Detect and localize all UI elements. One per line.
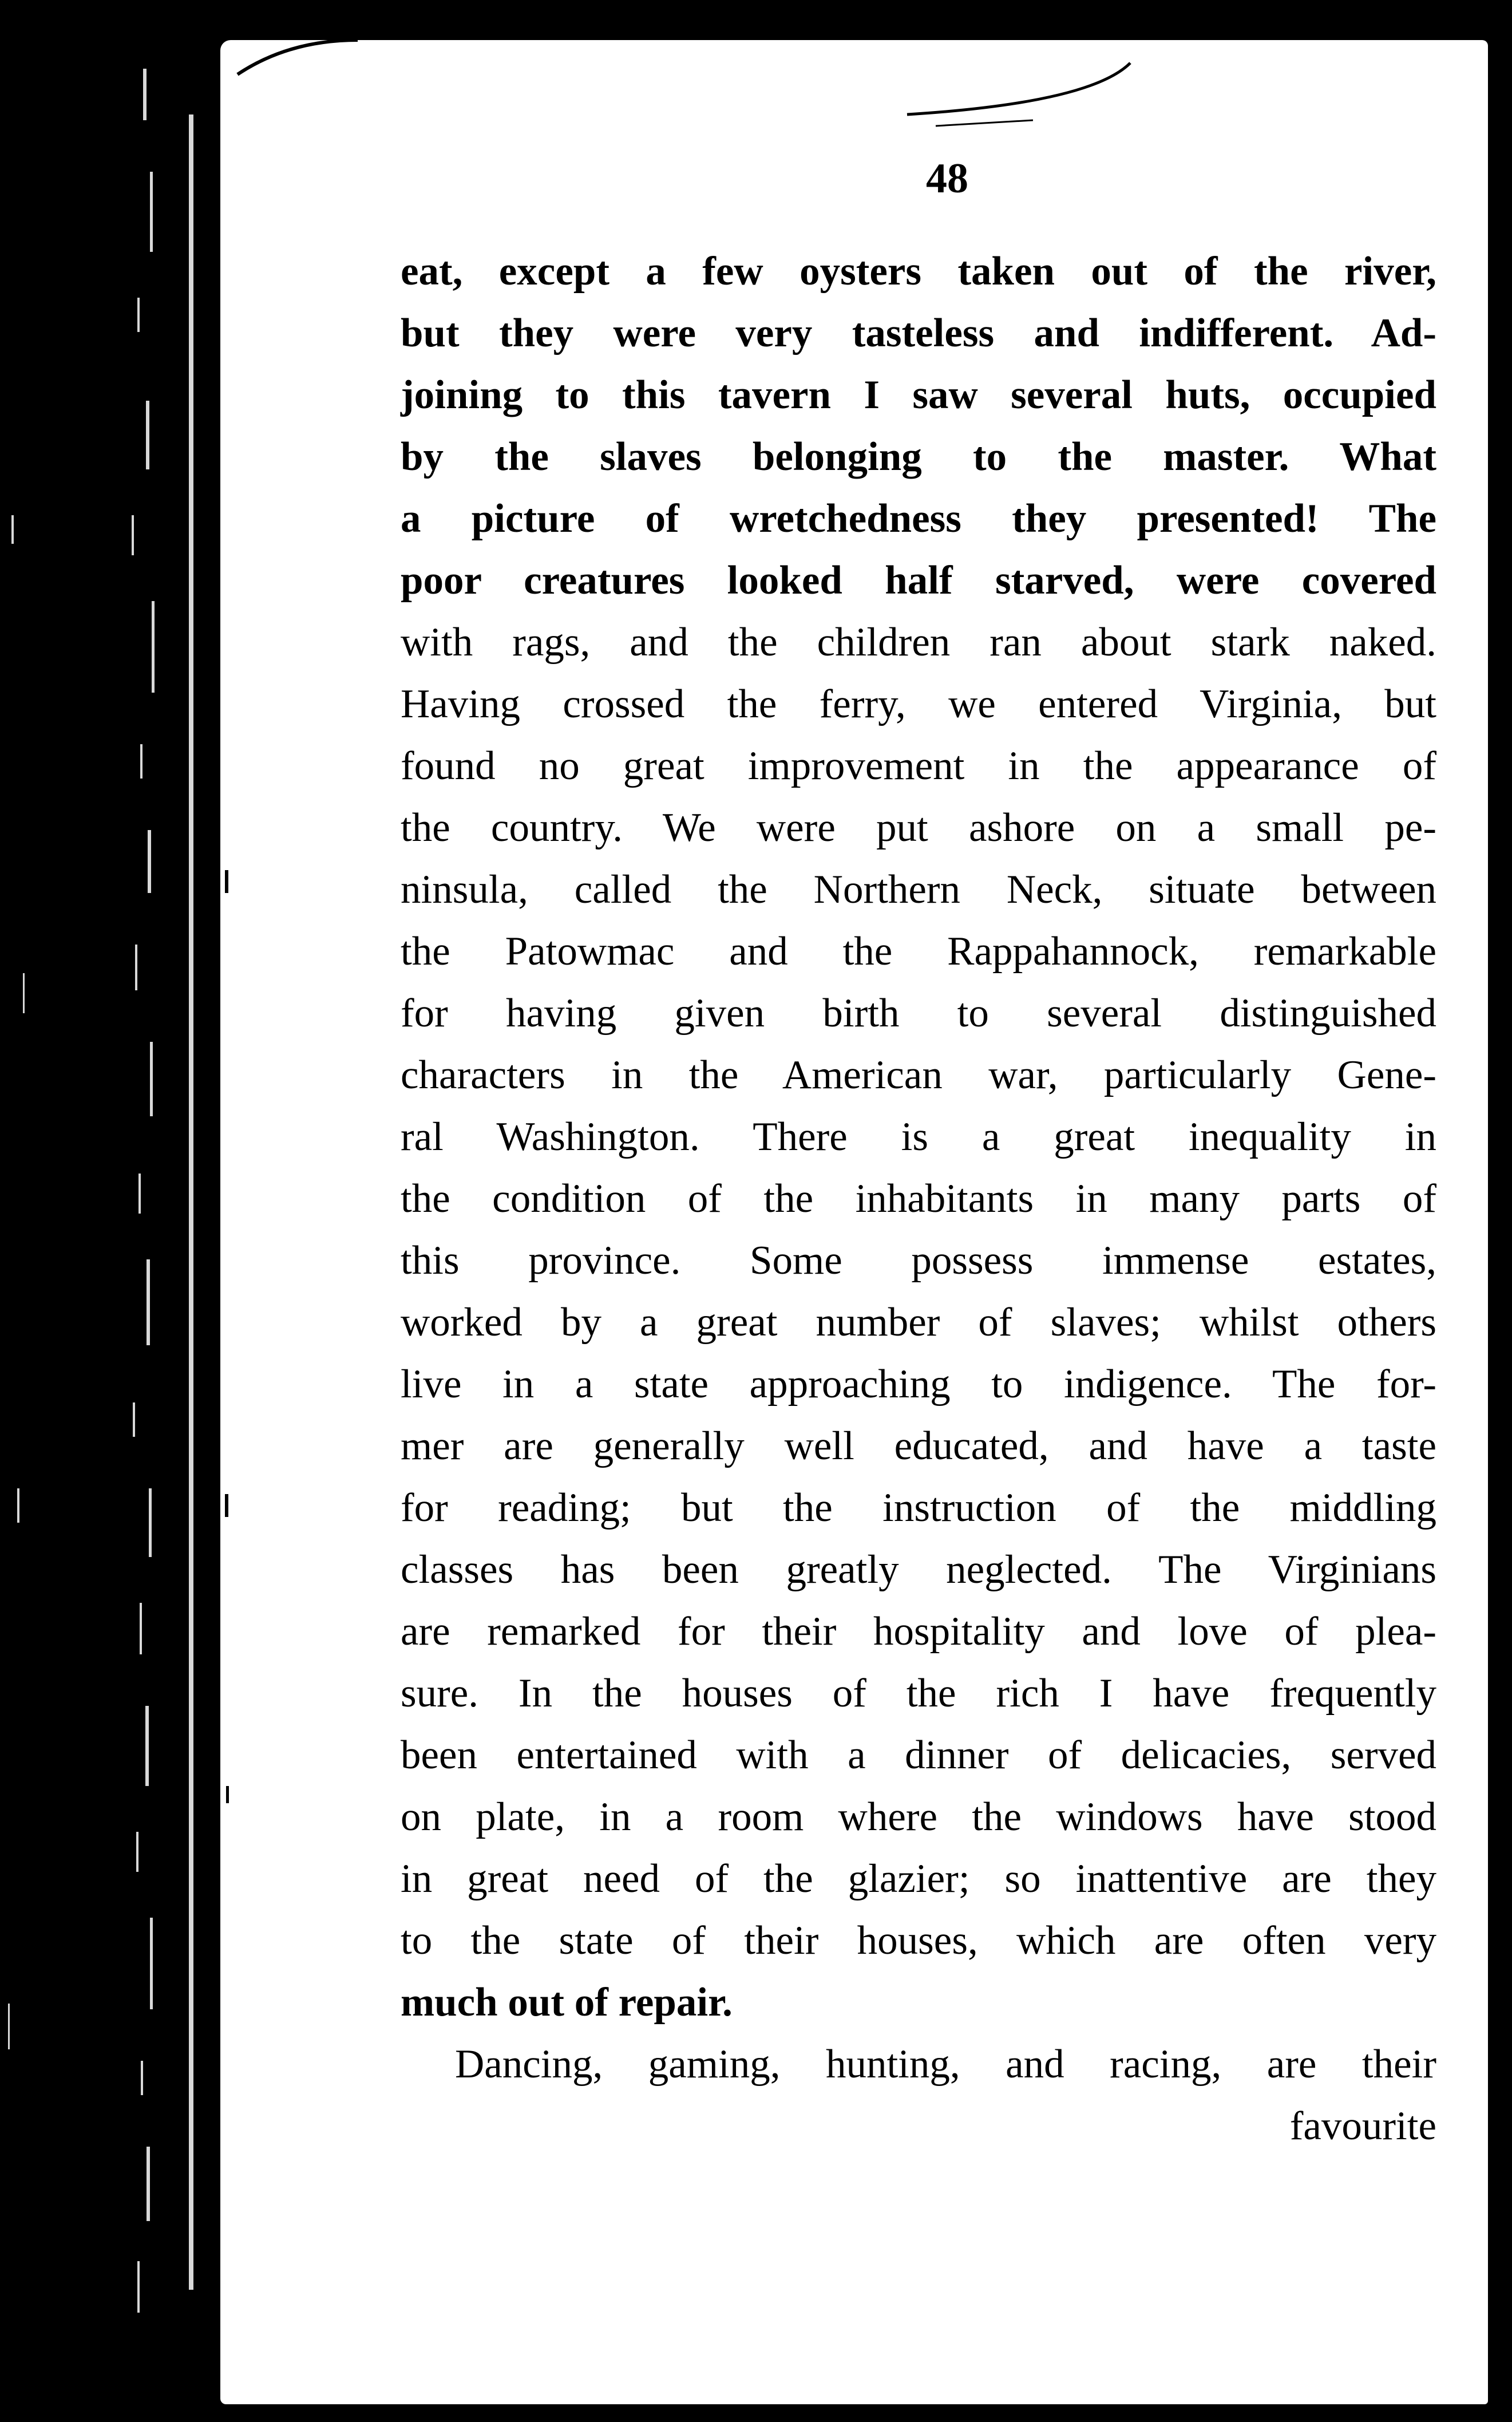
page-fold-marks xyxy=(220,40,1488,189)
text-line: with rags, and the children ran about stark naked. xyxy=(401,620,1436,665)
text-line: much out of repair. xyxy=(401,1980,733,2025)
text-line: Having crossed the ferry, we entered Virginia, but xyxy=(401,682,1436,726)
text-line: by the slaves belonging to the master. What xyxy=(401,434,1436,479)
text-line: but they were very tasteless and indifferent. Ad- xyxy=(401,311,1436,355)
text-line: the Patowmac and the Rappahannock, remarkable xyxy=(401,929,1436,974)
text-line: for having given birth to several distinguished xyxy=(401,991,1436,1036)
text-line: on plate, in a room where the windows have stood xyxy=(401,1795,1436,1839)
text-line: worked by a great number of slaves; whilst others xyxy=(401,1300,1436,1345)
margin-mark xyxy=(226,1786,229,1803)
text-line: a picture of wretchedness they presented! The xyxy=(401,496,1436,541)
text-line: poor creatures looked half starved, were covered xyxy=(401,558,1436,603)
catchword: favourite xyxy=(1289,2104,1436,2148)
text-line: mer are generally well educated, and have a taste xyxy=(401,1424,1436,1468)
body-text xyxy=(401,240,1436,2157)
text-line: to the state of their houses, which are often very xyxy=(401,1918,1436,1963)
text-line: found no great improvement in the appearance of xyxy=(401,744,1436,788)
margin-mark xyxy=(225,1494,228,1517)
text-line: the country. We were put ashore on a small pe- xyxy=(401,805,1436,850)
text-line: eat, except a few oysters taken out of the river, xyxy=(401,249,1436,294)
text-line: live in a state approaching to indigence. The for- xyxy=(401,1362,1436,1406)
text-line: classes has been greatly neglected. The Virginians xyxy=(401,1547,1436,1592)
page-number: 48 xyxy=(926,155,968,202)
margin-mark xyxy=(225,870,228,893)
text-line: the condition of the inhabitants in many parts of xyxy=(401,1176,1436,1221)
text-line: are remarked for their hospitality and love of plea- xyxy=(401,1609,1436,1654)
paragraph-start-line: Dancing, gaming, hunting, and racing, are their xyxy=(455,2042,1436,2087)
text-line: this province. Some possess immense estates, xyxy=(401,1238,1436,1283)
text-line: for reading; but the instruction of the middling xyxy=(401,1485,1436,1530)
text-line: characters in the American war, particularly Gene- xyxy=(401,1053,1436,1097)
text-line: sure. In the houses of the rich I have frequently xyxy=(401,1671,1436,1716)
text-line: been entertained with a dinner of delicacies, served xyxy=(401,1733,1436,1777)
text-line: joining to this tavern I saw several huts, occupied xyxy=(401,373,1436,417)
text-line: ninsula, called the Northern Neck, situate between xyxy=(401,867,1436,912)
text-line: ral Washington. There is a great inequality in xyxy=(401,1115,1436,1159)
scan-noise-decoration xyxy=(0,0,223,2422)
text-line: in great need of the glazier; so inattentive are they xyxy=(401,1856,1436,1901)
